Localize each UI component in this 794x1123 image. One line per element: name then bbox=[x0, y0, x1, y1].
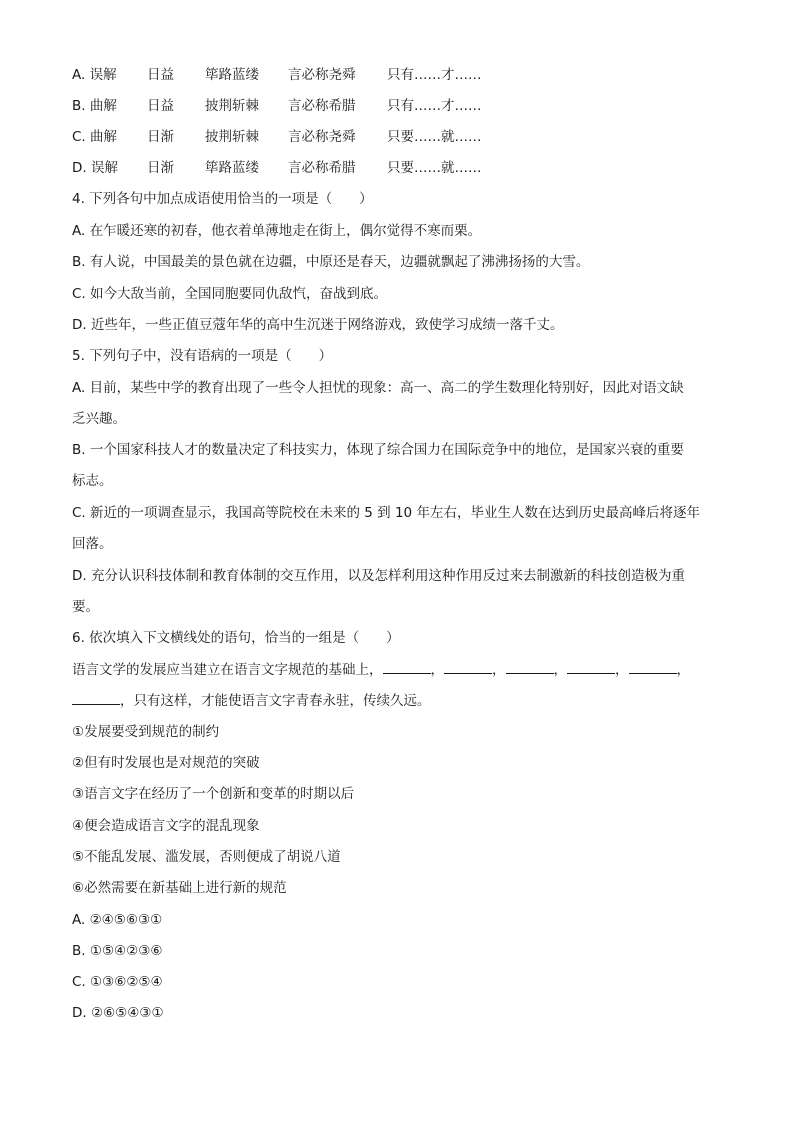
comma: ， bbox=[492, 662, 506, 678]
option-word3: 筚路蓝缕 bbox=[205, 160, 259, 176]
q5-option-c-line2: 回落。 bbox=[72, 536, 113, 552]
option-word4: 言必称希腊 bbox=[288, 98, 356, 114]
q6-item-1: ①发展要受到规范的制约 bbox=[72, 724, 220, 740]
option-word2: 日益 bbox=[147, 98, 174, 114]
option-word4: 言必称尧舜 bbox=[288, 67, 356, 83]
option-label-and-word1: A. 误解 bbox=[72, 67, 117, 83]
q4-option-a: A. 在乍暖还寒的初春，他衣着单薄地走在街上，偶尔觉得不寒而栗。 bbox=[72, 223, 482, 239]
option-word2: 日益 bbox=[147, 67, 174, 83]
q6-passage-line1 bbox=[72, 659, 690, 679]
fill-blank bbox=[444, 659, 492, 674]
q5-option-d-line1: D. 充分认识科技体制和教育体制的交互作用，以及怎样利用这种作用反过来去制激新的科技创造极为重 bbox=[72, 568, 685, 584]
q6-choice-a: A. ②④⑤⑥③① bbox=[72, 912, 163, 928]
option-word3: 筚路蓝缕 bbox=[205, 67, 259, 83]
q5-option-d-line2: 要。 bbox=[72, 599, 99, 615]
q4-stem: 4. 下列各句中加点成语使用恰当的一项是（ ） bbox=[72, 191, 373, 207]
fill-blank bbox=[383, 659, 431, 674]
option-label-and-word1: B. 曲解 bbox=[72, 98, 117, 114]
q6-stem: 6. 依次填入下文横线处的语句，恰当的一组是（ ） bbox=[72, 630, 400, 646]
q4-option-d: D. 近些年，一些正值豆蔻年华的高中生沉迷于网络游戏，致使学习成绩一落千丈。 bbox=[72, 317, 564, 333]
q6-item-4: ④便会造成语言文字的混乱现象 bbox=[72, 818, 260, 834]
q6-passage-line2 bbox=[72, 690, 431, 710]
comma: ， bbox=[615, 662, 629, 678]
fill-blank bbox=[567, 659, 615, 674]
q4-option-c: C. 如今大敌当前，全国同胞要同仇敌忾，奋战到底。 bbox=[72, 286, 388, 302]
option-word2: 日渐 bbox=[147, 129, 174, 145]
q6-choice-c: C. ①③⑥②⑤④ bbox=[72, 974, 163, 990]
q6-item-3: ③语言文字在经历了一个创新和变革的时期以后 bbox=[72, 786, 355, 802]
q5-option-a-line1: A. 目前，某些中学的教育出现了一些令人担忧的现象：高一、高二的学生数理化特别好，因此对语文缺 bbox=[72, 380, 684, 396]
option-word4: 言必称希腊 bbox=[288, 160, 356, 176]
comma: ， bbox=[430, 662, 444, 678]
option-label-and-word1: D. 误解 bbox=[72, 160, 118, 176]
q6-item-6: ⑥必然需要在新基础上进行新的规范 bbox=[72, 880, 287, 896]
q5-option-b-line1: B. 一个国家科技人才的数量决定了科技实力，体现了综合国力在国际竞争中的地位，是国家兴衰的重要 bbox=[72, 442, 684, 458]
q5-stem: 5. 下列句子中，没有语病的一项是（ ） bbox=[72, 348, 333, 364]
option-word5: 只有……才…… bbox=[387, 67, 482, 83]
option-word5: 只要……就…… bbox=[387, 160, 482, 176]
q5-option-a-line2: 乏兴趣。 bbox=[72, 411, 126, 427]
passage-text: ，只有这样，才能使语言文字青春永驻，传续久远。 bbox=[120, 693, 431, 709]
comma: ， bbox=[676, 662, 690, 678]
option-word5: 只要……就…… bbox=[387, 129, 482, 145]
option-word4: 言必称尧舜 bbox=[288, 129, 356, 145]
q4-option-b: B. 有人说，中国最美的景色就在边疆，中原还是春天，边疆就飘起了沸沸扬扬的大雪。 bbox=[72, 254, 590, 270]
fill-blank bbox=[72, 690, 120, 705]
option-word2: 日渐 bbox=[147, 160, 174, 176]
q6-choice-d: D. ②⑥⑤④③① bbox=[72, 1005, 164, 1021]
option-word3: 披荆斩棘 bbox=[205, 98, 259, 114]
q6-choice-b: B. ①⑤④②③⑥ bbox=[72, 943, 163, 959]
fill-blank bbox=[629, 659, 677, 674]
q6-item-2: ②但有时发展也是对规范的突破 bbox=[72, 755, 260, 771]
q6-item-5: ⑤不能乱发展、滥发展，否则便成了胡说八道 bbox=[72, 849, 341, 865]
option-word5: 只有……才…… bbox=[387, 98, 482, 114]
q5-option-b-line2: 标志。 bbox=[72, 473, 113, 489]
option-word3: 披荆斩棘 bbox=[205, 129, 259, 145]
passage-text: 语言文学的发展应当建立在语言文字规范的基础上， bbox=[72, 662, 383, 678]
fill-blank bbox=[506, 659, 554, 674]
option-label-and-word1: C. 曲解 bbox=[72, 129, 118, 145]
q5-option-c-line1: C. 新近的一项调查显示，我国高等院校在未来的 5 到 10 年左右，毕业生人数在达到历史最高峰后将逐年 bbox=[72, 505, 700, 521]
comma: ， bbox=[553, 662, 567, 678]
